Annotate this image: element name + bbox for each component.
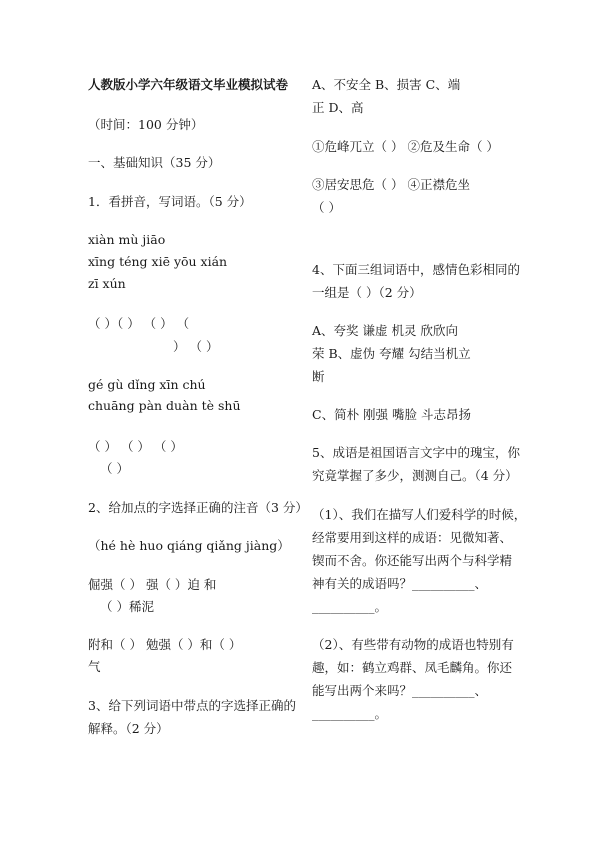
question-5-part-2: （2）、有些带有动物的成语也特别有 — [312, 637, 514, 652]
question-5-part-1: （1）、我们在描写人们爱科学的时候， — [312, 507, 527, 522]
pronunciation-options: （hé hè huo qiáng qiǎng jiàng） — [88, 538, 290, 553]
pinyin-line: xīng téng xiē yōu xián — [88, 254, 228, 269]
question-3: 解释。（2 分） — [88, 721, 169, 736]
question-2-row: 附和（ ） 勉强（ ）和（ ） — [88, 637, 242, 652]
question-4: 一组是（ ）（2 分） — [312, 285, 422, 300]
question-4-option: 断 — [312, 369, 325, 384]
exam-title: 人教版小学六年级语文毕业模拟试卷 — [88, 77, 289, 92]
question-4-option: C、简朴 刚强 嘴脸 斗志昂扬 — [312, 407, 471, 422]
question-5-part-2: __________。 — [312, 706, 388, 721]
question-5-part-1: 经常要用到这样的成语：见微知著、 — [312, 530, 513, 545]
question-5: 5、成语是祖国语言文字中的瑰宝，你 — [312, 445, 520, 460]
question-1: 1．看拼音，写词语。（5 分） — [88, 194, 252, 209]
question-3: 3、给下列词语中带点的字选择正确的 — [88, 698, 296, 713]
answer-blanks: （ ）（ ） （ ） （ — [88, 316, 190, 331]
question-3-items: ③居安思危（ ） ④正襟危坐 — [312, 177, 470, 192]
question-5: 究竟掌握了多少，测测自己。（4 分） — [312, 468, 518, 483]
question-4-option: 荣 B、虚伪 夸耀 勾结当机立 — [312, 346, 471, 361]
question-3-items: ①危峰兀立（ ） ②危及生命（ ） — [312, 139, 499, 154]
question-2-row: 倔强（ ） 强（ ）迫 和 — [88, 577, 217, 592]
answer-blanks: （ ） （ ） （ ） — [88, 439, 183, 454]
question-3-options: A、不安全 B、损害 C、端 — [312, 77, 461, 92]
answer-blanks: （ ） — [100, 461, 129, 476]
question-4: 4、下面三组词语中，感情色彩相同的 — [312, 262, 520, 277]
section-heading: 一、基础知识（35 分） — [88, 155, 221, 170]
question-5-part-1: __________。 — [312, 599, 388, 614]
question-3-items: （ ） — [312, 200, 341, 215]
question-4-option: A、夸奖 谦虚 机灵 欣欣向 — [312, 323, 458, 338]
question-2-row: 气 — [88, 659, 101, 674]
question-5-part-2: 能写出两个来吗？__________、 — [312, 683, 488, 698]
question-2-row: （ ）稀泥 — [100, 599, 154, 614]
pinyin-line: gé gù dǐng xīn chú — [88, 377, 206, 392]
answer-blanks: ） （ ） — [173, 339, 219, 354]
question-3-options: 正 D、高 — [312, 100, 364, 115]
question-5-part-2: 趣，如：鹤立鸡群、凤毛麟角。你还 — [312, 660, 513, 675]
pinyin-line: xiàn mù jiāo — [88, 232, 166, 247]
pinyin-line: zī xún — [88, 276, 126, 291]
question-5-part-1: 锲而不舍。你还能写出两个与科学精 — [312, 553, 513, 568]
question-2: 2、给加点的字选择正确的注音（3 分） — [88, 500, 308, 515]
question-5-part-1: 神有关的成语吗？__________、 — [312, 576, 488, 591]
exam-time: （时间：100 分钟） — [88, 117, 204, 132]
pinyin-line: chuāng pàn duàn tè shū — [88, 398, 241, 413]
